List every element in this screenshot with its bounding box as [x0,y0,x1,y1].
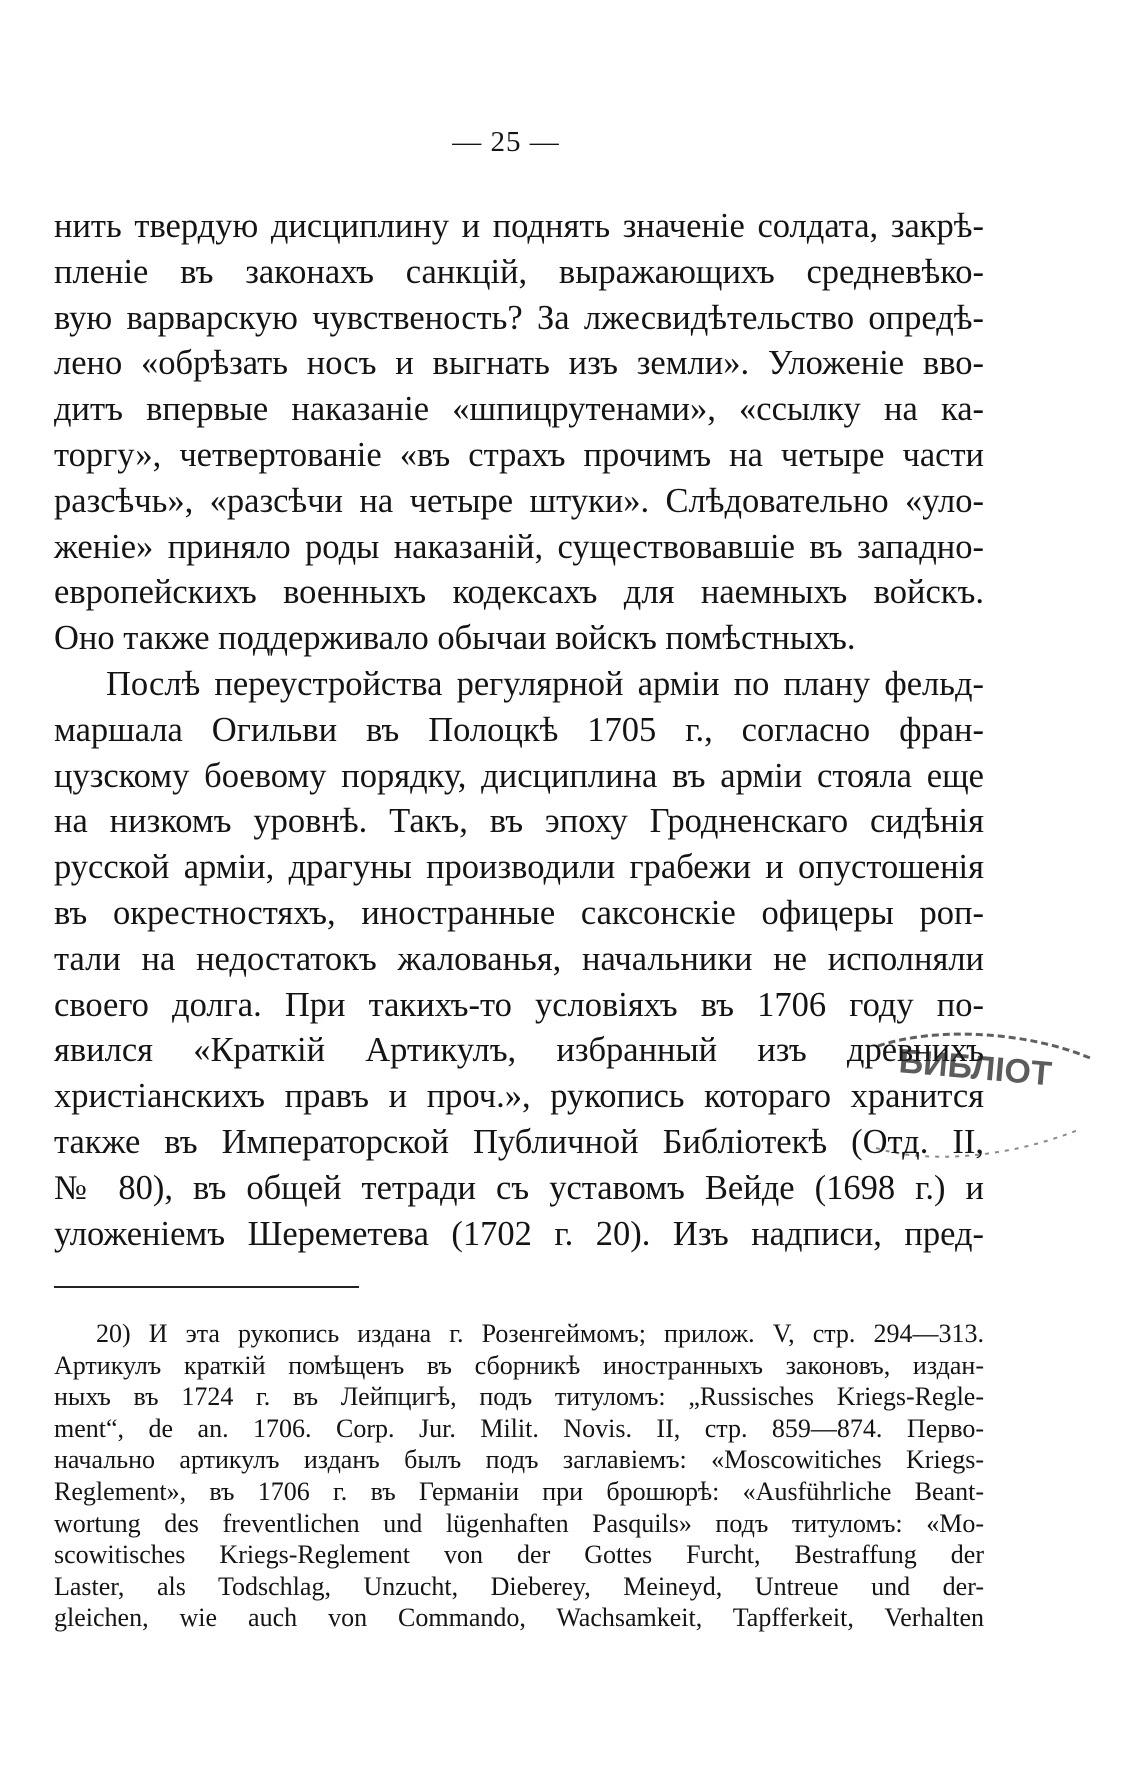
body-line: цузскому боевому порядку, дисциплина въ арміи стояла еще [54,756,984,795]
footnote-line: Reglement», въ 1706 г. въ Германіи при брошюрѣ: «Ausführliche Beant- [54,1476,984,1506]
body-line: № 80), въ общей тетради съ уставомъ Вейде (1698 г.) и [54,1168,984,1207]
footnote-line: wortung des freventlichen und lügenhaften Pasquils» подъ титуломъ: «Mo- [54,1508,984,1538]
footnote-line: начально артикулъ изданъ былъ подъ заглавіемъ: «Moscowitiches Kriegs- [54,1445,984,1475]
body-line: русской арміи, драгуны производили грабежи и опустошенія [54,848,984,887]
body-line: дитъ впервые наказаніе «шпицрутенами», «ссылку на ка- [54,390,984,429]
body-line: уложеніемъ Шереметева (1702 г. 20). Изъ надписи, пред- [54,1214,984,1253]
body-line: женіе» приняло роды наказаній, существовавшіе въ западно- [54,527,984,566]
stamp-text: БИБЛІОТ [897,1042,1054,1094]
body-line: тали на недостатокъ жалованья, начальники не исполняли [54,939,984,978]
footnote-line: gleichen, wie auch von Commando, Wachsamkeit, Tapfferkeit, Verhalten [54,1603,984,1633]
body-line: европейскихъ военныхъ кодексахъ для наемныхъ войскъ. [54,573,984,612]
body-line: лено «обрѣзать носъ и выгнать изъ земли». Уложеніе вво- [54,344,984,383]
body-line: Оно также поддерживало обычаи войскъ помѣстныхъ. [54,619,856,658]
footnote-divider [54,1286,359,1288]
body-line: христіанскихъ правъ и проч.», рукопись котораго хранится [54,1077,984,1116]
body-line: также въ Императорской Публичной Библіотекѣ (Отд. II, [54,1122,984,1161]
body-text [54,204,984,1257]
body-line: своего долга. При такихъ-то условіяхъ въ 1706 году по- [54,985,984,1024]
body-line: на низкомъ уровнѣ. Такъ, въ эпоху Гродненскаго сидѣнія [54,802,984,841]
footnote-line: Laster, als Todschlag, Unzucht, Dieberey, Meineyd, Untreue und der- [54,1571,984,1601]
body-line: вую варварскую чувственость? За лжесвидѣтельство опредѣ- [54,298,984,337]
body-line: нить твердую дисциплину и поднять значеніе солдата, закрѣ- [54,207,984,245]
body-line: пленіе въ законахъ санкцій, выражающихъ средневѣко- [54,252,984,291]
page-number: — 25 — [452,126,560,158]
body-line: маршала Огильви въ Полоцкѣ 1705 г., согласно фран- [54,710,984,749]
footnote-line: ment“, de an. 1706. Corp. Jur. Milit. Novis. II, стр. 859—874. Перво- [54,1413,984,1443]
paragraph-start-line: Послѣ переустройства регулярной арміи по плану фельд- [106,664,984,703]
body-line: явился «Краткій Артикулъ, избранный изъ древнихъ [54,1031,984,1070]
body-line: торгу», четвертованіе «въ страхъ прочимъ на четыре части [54,435,984,474]
footnote-line: ныхъ въ 1724 г. въ Лейпцигѣ, подъ титуломъ: „Russisches Kriegs-Regle- [54,1382,984,1412]
body-line: разсѣчь», «разсѣчи на четыре штуки». Слѣдовательно «уло- [54,481,984,520]
footnote-line: Артикулъ краткій помѣщенъ въ сборникѣ иностранныхъ законовъ, издан- [54,1350,984,1380]
footnote-line: scowitisches Kriegs-Reglement von der Gottes Furcht, Bestraffung der [54,1540,984,1570]
footnote-line: 20) И эта рукопись издана г. Розенгеймомъ; прилож. V, стр. 294—313. [96,1319,984,1348]
body-line: въ окрестностяхъ, иностранные саксонскіе офицеры роп- [54,893,984,932]
footnotes [54,1318,984,1634]
